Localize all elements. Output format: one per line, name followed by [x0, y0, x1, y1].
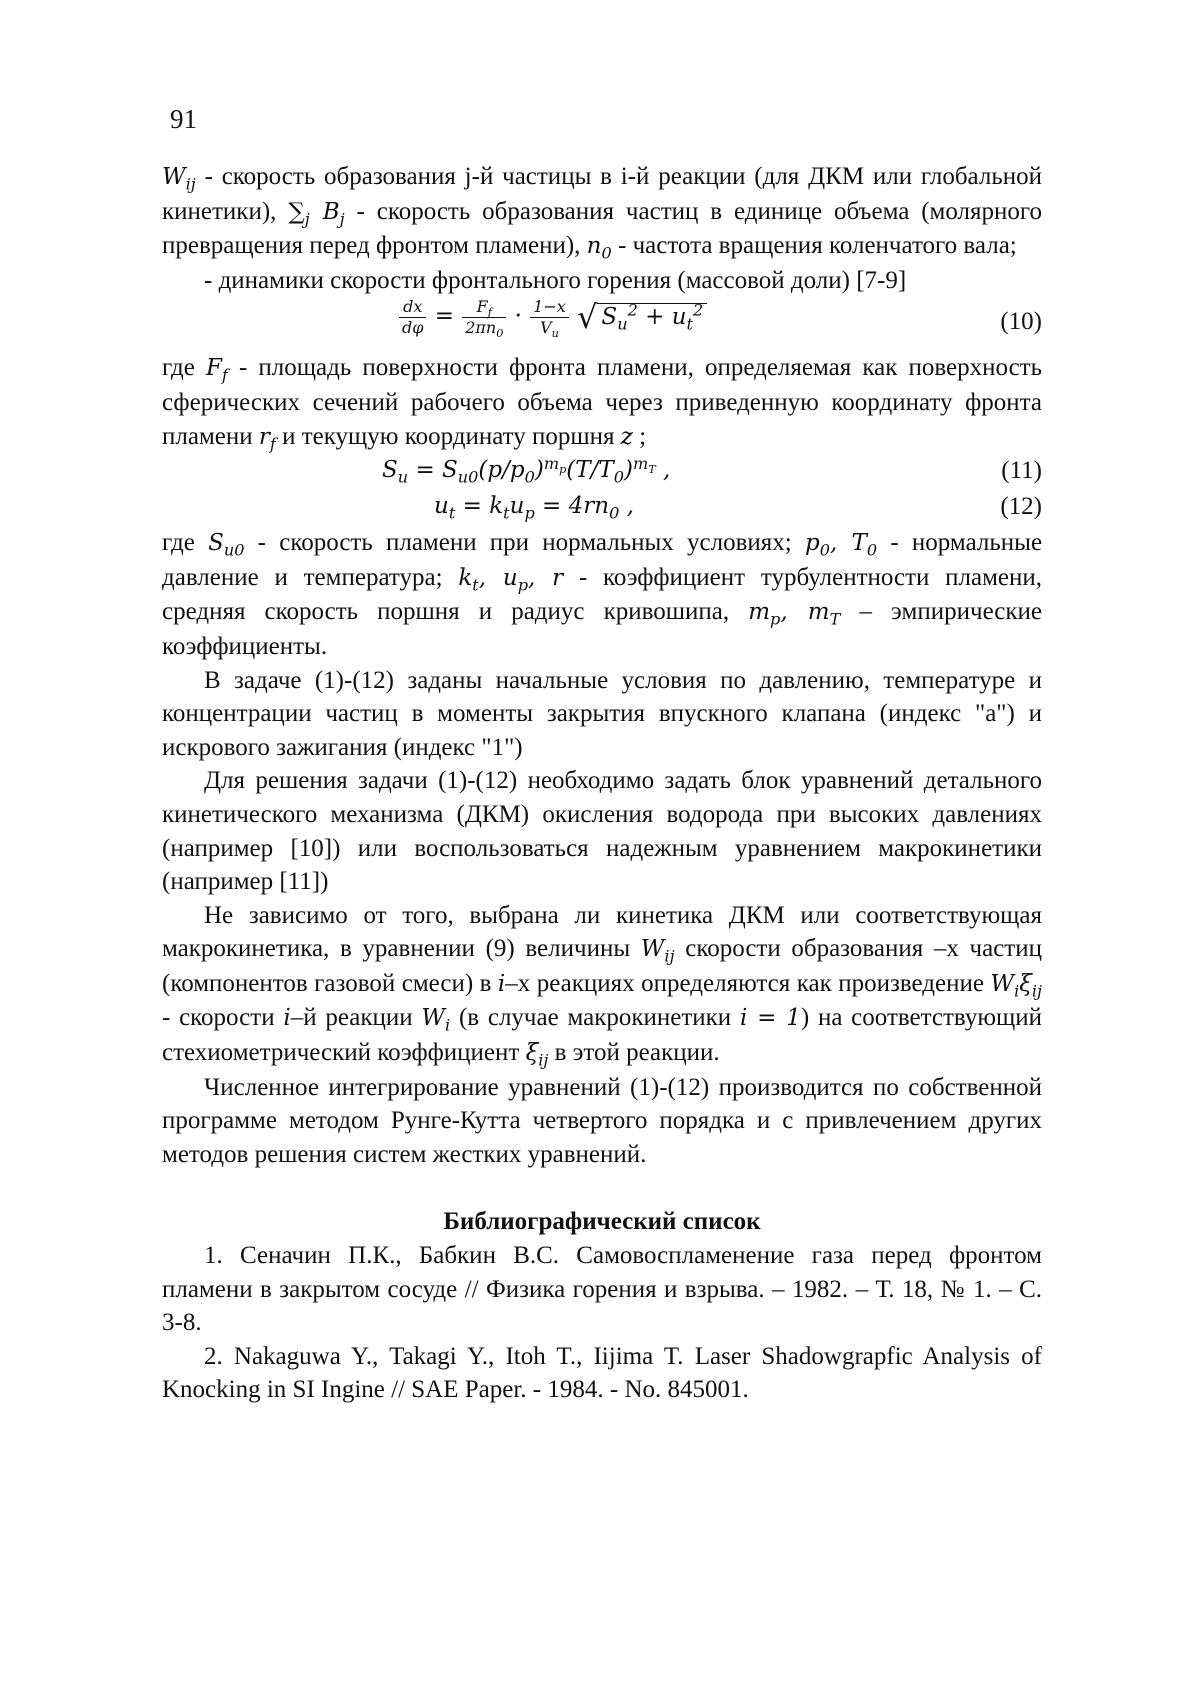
paragraph-flame-speed: где Su0 - скорость пламени при нормальных условиях; p0, T0 - нормальные давление и температура; kt, up, r - коэффициент турбулентности пламени, средняя скорость поршня и радиус кривошипа, mp, mT – эмпирические коэффициенты.: [162, 526, 1042, 663]
page-number: 91: [170, 104, 197, 135]
symbol-p0-t0: p0, T0: [805, 530, 877, 556]
equation-11-formula: Su = Su0(p/p0)mp(T/T0)mT ,: [382, 454, 670, 488]
document-page: [0, 0, 1200, 1703]
equation-12-formula: ut = ktup = 4rn0 ,: [434, 490, 634, 524]
symbol-xi-ij: ξij: [526, 1040, 549, 1066]
bibliography-heading: Библиографический список: [162, 1205, 1042, 1239]
paragraph-flame-area: где Ff - площадь поверхности фронта пламени, определяемая как поверхность сферических сечений рабочего объема через приведенную координату фронта пламени rf и текущую координату поршня z ;: [162, 351, 1042, 454]
page-content: [162, 160, 1042, 1407]
equation-11-number: (11): [1001, 454, 1042, 488]
symbol-n0: n0: [587, 233, 612, 259]
reference-2: 2. Nakaguwa Y., Takagi Y., Itoh T., Iijima T. Laser Shadowgrapfic Analysis of Knocking in SI Ingine // SAE Paper. - 1984. - No. 845001.: [162, 1340, 1042, 1407]
symbol-rf: rf: [259, 424, 276, 450]
equation-12-number: (12): [1000, 490, 1042, 524]
symbol-kt-up-r: kt, up, r: [458, 565, 563, 591]
symbol-i-eq-1: i = 1: [740, 1005, 801, 1031]
symbol-w-ij-2: Wij: [641, 936, 675, 962]
paragraph-initial-conditions: В задаче (1)-(12) заданы начальные условия по давлению, температуре и концентрации частиц в моменты закрытия впускного клапана (индекс "a") и искрового зажигания (индекс "1"): [162, 664, 1042, 765]
symbol-wi: Wi: [421, 1005, 450, 1031]
symbol-z: z: [621, 424, 633, 450]
symbol-ff: Ff: [206, 355, 228, 381]
symbol-i: i: [498, 971, 505, 997]
equation-10: [162, 297, 1042, 351]
paragraph-definitions: Wij - скорость образования j-й частицы в i-й реакции (для ДКМ или глобальной кинетики), ∑j Bj - скорость образования частиц в единице объема (молярного превращения перед фронтом пламени), n0 - частота вращения коленчатого вала;: [162, 160, 1042, 264]
paragraph-kinetics-block: Для решения задачи (1)-(12) необходимо задать блок уравнений детального кинетического механизма (ДКМ) окисления водорода при высоких давлениях (например [10]) или воспользоваться надежным уравнением макрокинетики (например [11]): [162, 764, 1042, 898]
equation-10-formula: dx dφ = Ff 2πn0 · 1−x Vu √ Su2 + ut2: [397, 297, 707, 338]
symbol-wi-xi-ij: Wiξij: [990, 971, 1042, 997]
symbol-sum-bj: ∑j Bj: [288, 199, 344, 225]
paragraph-dynamics: - динамики скорости фронтального горения (массовой доли) [7-9]: [162, 264, 1042, 298]
symbol-w-ij: Wij: [162, 164, 196, 190]
paragraph-reaction-rates: Не зависимо от того, выбрана ли кинетика ДКМ или соответствующая макрокинетика, в уравнении (9) величины Wij скорости образования –х частиц (компонентов газовой смеси) в i–х реакциях определяются как произведение Wiξij - скорости i–й реакции Wi (в случае макрокинетики i = 1) на соответствующий стехиометрический коэффициент ξij в этой реакции.: [162, 899, 1042, 1071]
paragraph-integration: Численное интегрирование уравнений (1)-(12) производится по собственной программе методом Рунге-Кутта четвертого порядка и с привлечением других методов решения систем жестких уравнений.: [162, 1071, 1042, 1172]
equation-11: [162, 454, 1042, 490]
symbol-mp-mt: mp, mT: [748, 599, 840, 625]
equation-10-number: (10): [1000, 305, 1042, 339]
symbol-i-2: i: [283, 1005, 290, 1031]
symbol-su0: Su0: [208, 530, 244, 556]
reference-1: 1. Сеначин П.К., Бабкин В.С. Самовоспламенение газа перед фронтом пламени в закрытом сосуде // Физика горения и взрыва. – 1982. – Т. 18, № 1. – С. 3-8.: [162, 1239, 1042, 1340]
equation-12: [162, 490, 1042, 526]
